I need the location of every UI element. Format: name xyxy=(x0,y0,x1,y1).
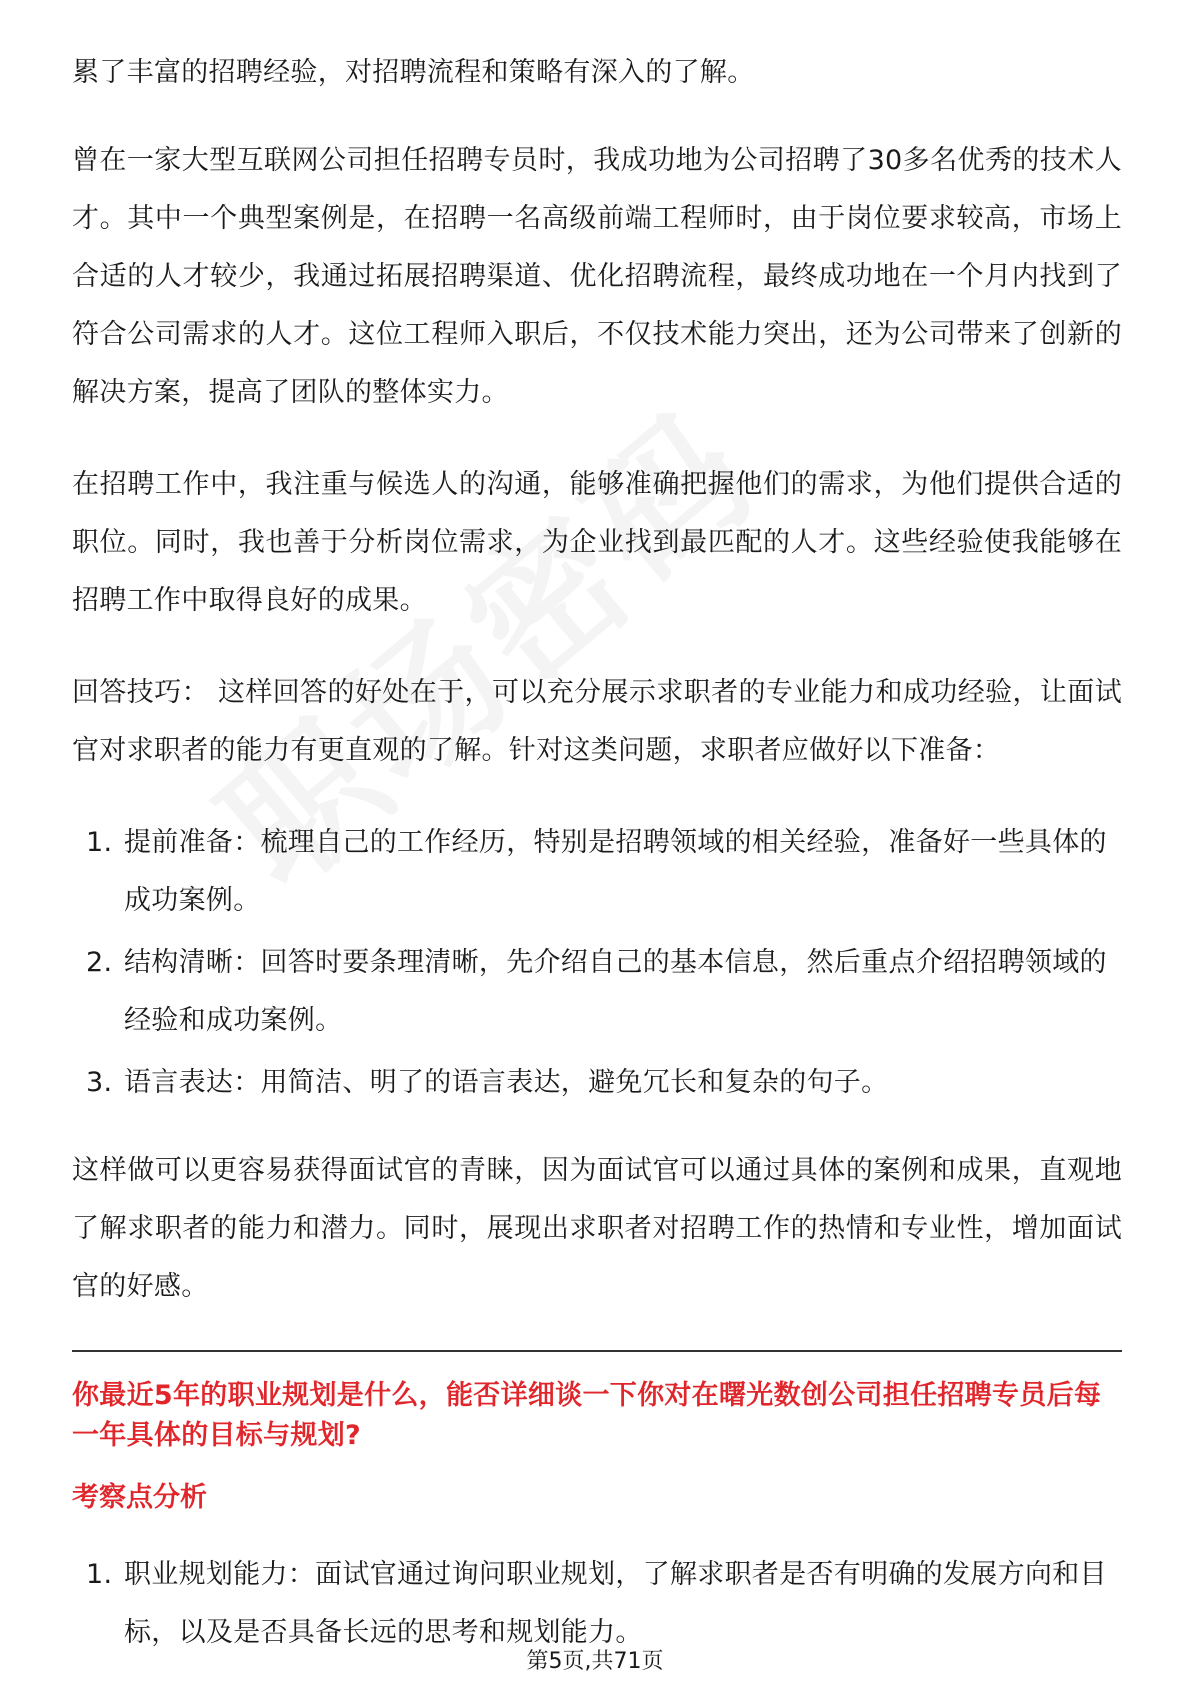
list-number: 1. xyxy=(86,827,113,858)
list-number: 1. xyxy=(86,1559,113,1590)
paragraph: 在招聘工作中，我注重与候选人的沟通，能够准确把握他们的需求，为他们提供合适的职位。同时，我也善于分析岗位需求，为企业找到最匹配的人才。这些经验使我能够在招聘工作中取得良好的成果。 xyxy=(72,469,1122,616)
list-number: 2. xyxy=(86,947,113,978)
section-title: 考察点分析 xyxy=(72,1482,207,1513)
answer-tips-intro: 回答技巧： 这样回答的好处在于，可以充分展示求职者的专业能力和成功经验，让面试官对求职者的能力有更直观的了解。针对这类问题，求职者应做好以下准备： xyxy=(72,677,1122,766)
paragraph: 累了丰富的招聘经验，对招聘流程和策略有深入的了解。 xyxy=(72,57,755,88)
list-item-text: 提前准备：梳理自己的工作经历，特别是招聘领域的相关经验，准备好一些具体的成功案例。 xyxy=(124,827,1107,916)
list-item xyxy=(72,814,1122,930)
document-body xyxy=(72,44,1122,1692)
list-item-text: 语言表达：用简洁、明了的语言表达，避免冗长和复杂的句子。 xyxy=(124,1067,889,1098)
divider xyxy=(72,1350,1122,1352)
closing-paragraph: 这样做可以更容易获得面试官的青睐，因为面试官可以通过具体的案例和成果，直观地了解求职者的能力和潜力。同时，展现出求职者对招聘工作的热情和专业性，增加面试官的好感。 xyxy=(72,1155,1122,1302)
paragraph: 曾在一家大型互联网公司担任招聘专员时，我成功地为公司招聘了30多名优秀的技术人才。其中一个典型案例是，在招聘一名高级前端工程师时，由于岗位要求较高，市场上合适的人才较少，我通过拓展招聘渠道、优化招聘流程，最终成功地在一个月内找到了符合公司需求的人才。这位工程师入职后，不仅技术能力突出，还为公司带来了创新的解决方案，提高了团队的整体实力。 xyxy=(72,145,1122,408)
list-number: 3. xyxy=(86,1067,113,1098)
list-item xyxy=(72,1054,1122,1112)
list-item-text: 职业规划能力：面试官通过询问职业规划，了解求职者是否有明确的发展方向和目标，以及是否具备长远的思考和规划能力。 xyxy=(124,1559,1107,1648)
interview-question: 你最近5年的职业规划是什么，能否详细谈一下你对在曙光数创公司担任招聘专员后每一年具体的目标与规划? xyxy=(72,1380,1102,1451)
list-item xyxy=(72,934,1122,1050)
page-footer: 第5页,共71页 xyxy=(526,1649,664,1674)
tips-list xyxy=(72,814,1122,1112)
list-item-text: 结构清晰：回答时要条理清晰，先介绍自己的基本信息，然后重点介绍招聘领域的经验和成功案例。 xyxy=(124,947,1107,1036)
